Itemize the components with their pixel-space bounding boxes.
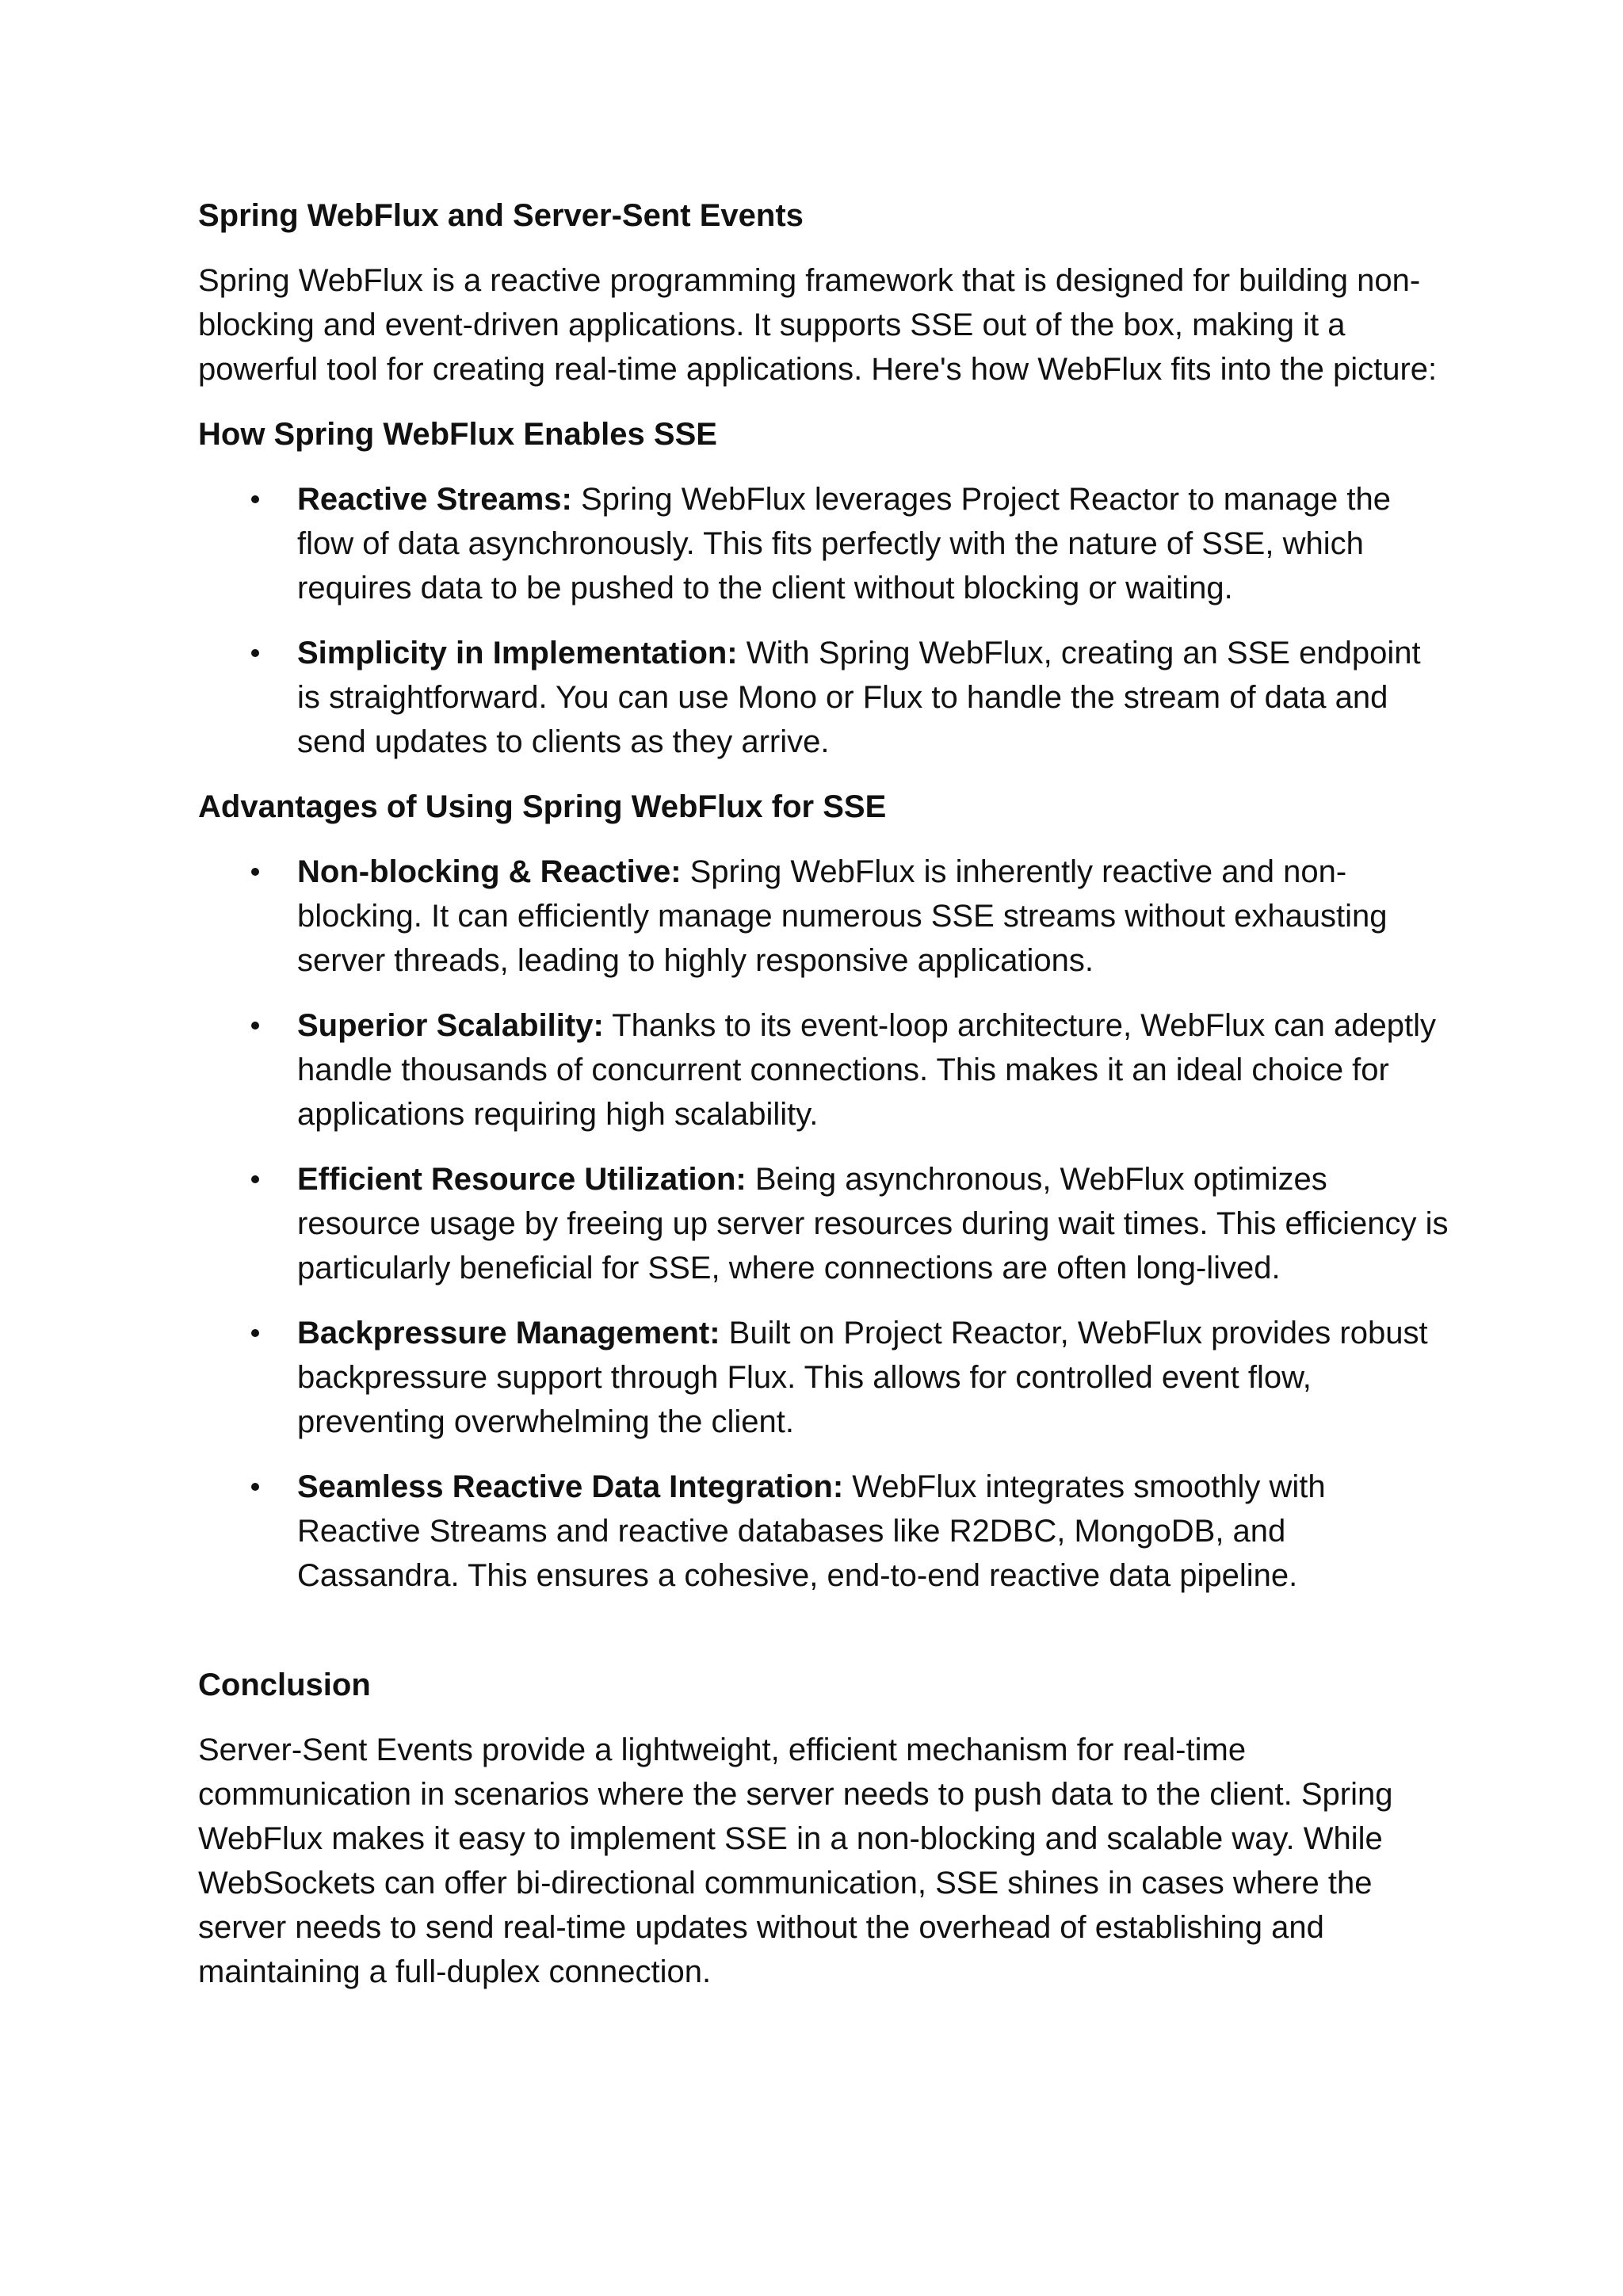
list-item-text: Spring WebFlux leverages Project Reactor to manage the flow of data asynchronously. This fits perfectly with the nature of SSE, which requires data to be pushed to the client without blocking or waiting. xyxy=(297,482,1391,606)
bullet-icon xyxy=(251,1483,259,1491)
list-item xyxy=(198,1003,1450,1137)
list-item-text: WebFlux integrates smoothly with Reactive Streams and reactive databases like R2DBC, MongoDB, and Cassandra. This ensures a cohesive, end-to-end reactive data pipeline. xyxy=(297,1469,1326,1593)
section-spacer xyxy=(198,1618,1450,1663)
list-item-term: Superior Scalability: xyxy=(297,1008,604,1043)
section-heading-webflux-sse: Spring WebFlux and Server-Sent Events xyxy=(198,198,804,233)
conclusion-paragraph: Server-Sent Events provide a lightweight, efficient mechanism for real-time communication in scenarios where the server needs to push data to the client. Spring WebFlux makes it easy to implement SSE in a non-blocking and scalable way. While WebSockets can offer bi-directional communication, SSE shines in cases where the server needs to send real-time updates without the overhead of establishing and maintaining a full-duplex connection. xyxy=(198,1733,1393,1989)
list-item xyxy=(198,850,1450,983)
document-page xyxy=(198,193,1450,2015)
list-item-term: Non-blocking & Reactive: xyxy=(297,854,682,889)
list-item xyxy=(198,1157,1450,1290)
advantages-list xyxy=(198,850,1450,1598)
list-item xyxy=(198,1311,1450,1444)
list-item-term: Backpressure Management: xyxy=(297,1316,720,1350)
list-item xyxy=(198,631,1450,764)
list-item-text: With Spring WebFlux, creating an SSE endpoint is straightforward. You can use Mono or Flux to handle the stream of data and send updates to clients as they arrive. xyxy=(297,636,1421,759)
list-item-text: Built on Project Reactor, WebFlux provides robust backpressure support through Flux. This allows for controlled event flow, preventing overwhelming the client. xyxy=(297,1316,1428,1439)
how-enables-list xyxy=(198,477,1450,764)
bullet-icon xyxy=(251,1022,259,1030)
list-item-text: Spring WebFlux is inherently reactive and non-blocking. It can efficiently manage numerous SSE streams without exhausting server threads, leading to highly responsive applications. xyxy=(297,854,1388,978)
list-item-term: Seamless Reactive Data Integration: xyxy=(297,1469,844,1504)
section-heading-advantages: Advantages of Using Spring WebFlux for SSE xyxy=(198,789,887,824)
bullet-icon xyxy=(251,1175,259,1183)
list-item-term: Reactive Streams: xyxy=(297,482,572,517)
bullet-icon xyxy=(251,868,259,876)
list-item-term: Simplicity in Implementation: xyxy=(297,636,738,670)
list-item xyxy=(198,1465,1450,1598)
intro-paragraph: Spring WebFlux is a reactive programming framework that is designed for building non-blocking and event-driven applications. It supports SSE out of the box, making it a powerful tool for creating real-time applications. Here's how WebFlux fits into the picture: xyxy=(198,263,1438,387)
bullet-icon xyxy=(251,1329,259,1337)
list-item xyxy=(198,477,1450,610)
list-item-text: Thanks to its event-loop architecture, WebFlux can adeptly handle thousands of concurrent connections. This makes it an ideal choice for applications requiring high scalability. xyxy=(297,1008,1436,1132)
section-heading-how-enables: How Spring WebFlux Enables SSE xyxy=(198,417,717,452)
bullet-icon xyxy=(251,495,259,503)
bullet-icon xyxy=(251,649,259,657)
section-heading-conclusion: Conclusion xyxy=(198,1668,371,1702)
list-item-text: Being asynchronous, WebFlux optimizes resource usage by freeing up server resources during wait times. This efficiency is particularly beneficial for SSE, where connections are often long-lived. xyxy=(297,1162,1449,1286)
list-item-term: Efficient Resource Utilization: xyxy=(297,1162,747,1197)
